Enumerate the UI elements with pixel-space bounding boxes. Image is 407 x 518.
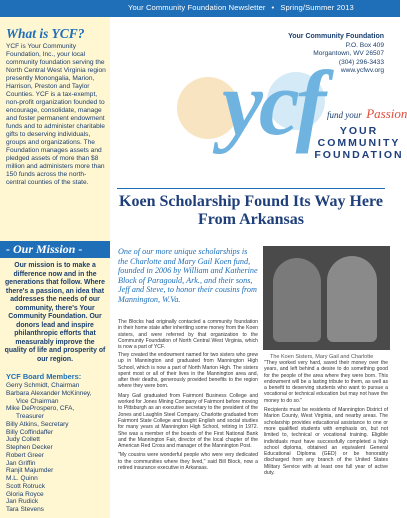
board-member: Treasurer [16,413,44,420]
org-name-line3: FOUNDATION [314,149,404,161]
tagline-fund-your: fund your [327,110,362,120]
board-member: Ranjit Majumder [6,467,54,475]
fund-your-passion-tagline [327,105,407,123]
tagline-passion: Passion [366,106,407,121]
contact-po: P.O. Box 409 [345,41,384,49]
board-member: M.L. Quinn [6,475,38,482]
org-name-line1: YOUR [339,125,379,137]
koen-sisters-photo [263,246,390,350]
org-name-line2: COMMUNITY [317,137,401,149]
board-member: Billy Atkins, Secretary [6,420,69,428]
board-member-list [6,382,108,514]
newsletter-title: Your Community Foundation Newsletter [128,3,266,12]
board-member: Billy Coffindaffer [6,428,54,436]
board-member: Robert Greer [6,451,44,459]
board-member: Jan Griffin [6,459,36,467]
photo-caption: The Koen Sisters, Mary Gail and Charlotte [270,354,374,360]
article-lead: One of our more unique scholarships is the Charlotte and Mary Gail Koen fund, founded in 2006 by William and Katherine Block of Paragould, Ark., and their sons, Jeff and Steve, to honor their cousins from Mannington, W.Va. [118,247,258,304]
article-paragraph: The Blocks had originally contacted a community foundation in their home state after inheriting some money from the Koen sisters, and were referred by that organization to the Community Foundation of North Central West Virginia, which is now a part of YCF. [118,319,258,351]
mission-title: - Our Mission - [6,242,83,256]
article-headline: Koen Scholarship Found Its Way Here From Arkansas [119,193,383,228]
sidebar-intro: YCF is Your Community Foundation, Inc., your local community foundation serving the North Central West Virginia region presently Monongalia, Marion, Harrison, Preston and Taylor Counties. YCF is a tax-exempt, non-profit organization founded to encourage, consolidate, manage and foster permanent endowment funds and to administer charitable gifts to deserving individuals, groups and organizations. The Foundation manages assets and pledged assets of more than $8 million and administers more than 150 funds across the north-central counties of the state. [6,43,106,186]
board-member: Stephen Decker [6,444,53,451]
board-member: Mike DeProspero, CFA, [6,405,75,413]
article-paragraph: "They worked very hard, saved their money over the years, and left behind a desire to do something good for the people of the area where they were born. This endowment will be a lasting tribute to them, as well as a benefit to deserving students who want to pursue a vocational or technical education but may not have the money to do so." [264,360,388,404]
article-paragraph: Recipients must be residents of Mannington District of Marion County, West Virginia, and nearby areas. The scholarship provides educational assistance to one or more qualified students with emphasis on, but not limited to, technical or vocational training. Eligible individuals must have successfully completed a high school diploma, obtained an equivalent General Educational Diploma (GED) or be honorably discharged from any branch of the United States Military Service with at least one full year of active duty. [264,407,388,477]
contact-phone: (304) 296-3433 [338,58,384,66]
board-member: Barbara Alexander McKinney, [6,389,92,397]
sidebar-title: What is YCF? [6,26,85,41]
article-paragraph: They created the endowment named for two sisters who grew up in Mannington and graduated from Mannington High School, which is now a part of North Marion High. The sisters spent most or all of their lives in the Mannington area and, after their deaths, generously provided benefits to the region where they were born. [118,352,258,390]
issue-date: Spring/Summer 2013 [280,3,354,12]
ycf-logo-mark: ycf [222,52,323,154]
board-member: Judy Collett [6,436,40,444]
mission-heading-bar [0,241,110,258]
article-column-1-top [118,319,258,353]
contact-city: Morgantown, WV 26507 [313,50,384,57]
board-title: YCF Board Members: [6,372,82,381]
contact-name: Your Community Foundation [288,33,384,40]
organization-name [314,125,404,161]
article-paragraph: "My cousins were wonderful people who were very dedicated to the communities where they lived," said Bill Block, now a retired insurance executive in Arkansas. [118,452,258,472]
photo-figure-right [327,256,377,342]
header-divider [117,188,385,189]
board-member: Jan Rudick [6,498,39,506]
board-member: Gerry Schmidt, Chairman [6,382,80,389]
photo-figure-left [273,258,321,342]
article-column-1 [118,352,258,474]
article-column-2 [264,360,388,479]
board-member: Tara Stevens [6,506,44,513]
mission-text: Our mission is to make a difference now and in the generations that follow. Where there's a passion, an idea that addresses the needs of our community, there's Your Community Foundation. Our donors lead and inspire philanthropic efforts that measurably improve the quality of life and prosperity of our region. [4,262,106,363]
article-paragraph: Mary Gail graduated from Fairmont Business College and worked for Jones Mining Company of Fairmont before moving to Pittsburgh as an executive secretary to the president of the Jones and Laughlin Steel Company. Charlotte graduated from Fairmont State College and taught English and social studies for many years at Mannington High School, retiring in 1972. She was a member of the boards of the First National Bank and the Mannington Fair, director of the local chapter of the American Red Cross and manager of the Mannington Post. [118,392,258,450]
contact-web: www.ycfwv.org [340,67,384,74]
board-member: Vice Chairman [16,397,59,405]
board-member: Scott Rotruck [6,482,46,490]
banner-text: Your Community Foundation Newsletter • Spring/Summer 2013 [128,3,354,12]
board-member: Gloria Royce [6,490,44,498]
newsletter-banner [0,0,400,17]
sidebar [0,17,110,518]
header-logo-area [112,17,407,187]
